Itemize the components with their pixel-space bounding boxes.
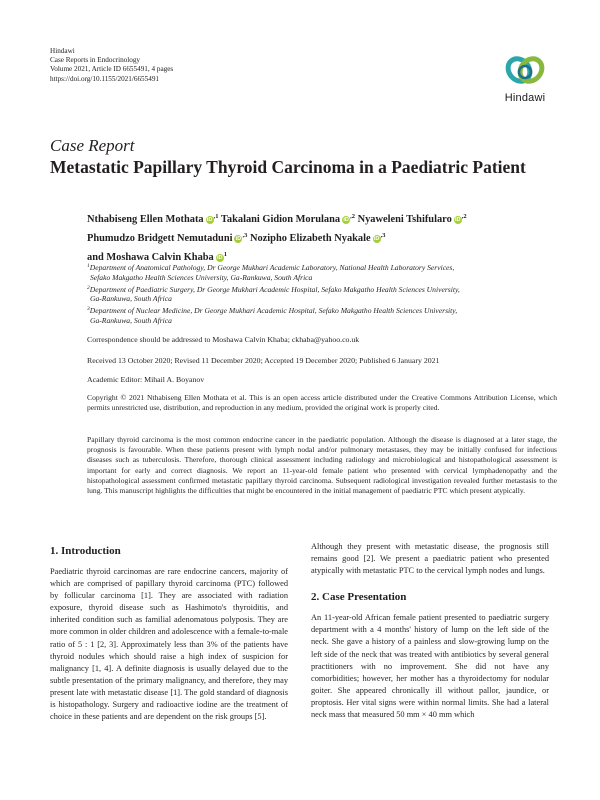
orcid-icon[interactable]: iD [455, 217, 461, 223]
orcid-icon[interactable]: iD [343, 217, 349, 223]
logo-wordmark: Hindawi [504, 92, 546, 104]
affiliation: $^1$Department of Anatomical Pathology, Dr George Mukhari Academic Laboratory, National Health Laboratory Services, Sefako Makgatho Health Sciences University, Ga-Rankuwa, South Africa [87, 263, 455, 282]
left-column [50, 545, 288, 723]
affiliation: $^2$Department of Paediatric Surgery, Dr George Mukhari Academic Hospital, Sefako Makgatho Health Sciences University, Ga-Rankuwa, South Africa [87, 284, 460, 304]
intro-continuation: Although they present with metastatic disease, the prognosis still remains good [2]. We present a paediatric patient who presented atypically with metastatic PTC to the cervical lymph nodes and lungs. [311, 542, 549, 576]
orcid-icon[interactable]: iD [217, 255, 223, 261]
intro-paragraph: Paediatric thyroid carcinomas are rare endocrine cancers, majority of which are comprised of papillary thyroid carcinoma (PTC) followed by follicular carcinoma [1]. They are associated with radiation exposure, thyroid disease such as Hashimoto's thyroiditis, and inherited condition such as familial adenomatous polyposis. They are more common in older children and adolescence with a female-to-male ratio of 5 : 1 [2, 3]. Approximately less than 3% of the patients have thyroid nodules which should raise a high index of suspicion for malignancy [1, 4]. A definite diagnosis is usually delayed due to the subtle presentation of the primary malignancy, and therefore, they may present late with metastatic disease [1]. The gold standard of diagnosis is histopathology. Surgery and radioactive iodine are the treatment of choice in these patients and are dependent on the risk groups [5]. [50, 567, 288, 722]
volume-info: Volume 2021, Article ID 6655491, 4 pages [50, 65, 174, 74]
author: Nthabiseng Ellen Mothata $iD^{,1}$ [87, 213, 219, 225]
journal-name: Case Reports in Endocrinology [50, 56, 141, 65]
correspondence: Correspondence should be addressed to Moshawa Calvin Khaba; ckhaba@yahoo.co.uk [87, 335, 360, 344]
case-paragraph: An 11-year-old African female patient presented to paediatric surgery department with a 4 months' history of lump on the left side of the neck. She gave a history of a painless and slow-growing lump on the left side of the neck that was treated with antibiotics by several general practitioners with no improvement. She did not have any comorbidities; however, her mother has a thyroidectomy for nodular goiter. She appeared chronically ill without pallor, jaundice, or proptosis. Her vital signs were within normal limits. She had a lateral neck mass that measured 50 mm × 40 mm which [311, 613, 549, 720]
article-type: Case Report [50, 136, 135, 155]
author: Phumudzo Bridgett Nemutaduni $iD^{,3}$ [87, 232, 248, 244]
journal-header [50, 47, 173, 84]
orcid-icon[interactable]: iD [235, 236, 242, 242]
affiliation: $^3$Department of Nuclear Medicine, Dr George Mukhari Academic Hospital, Sefako Makgatho Health Sciences University, Ga-Rankuwa, South Africa [87, 306, 458, 325]
dates: Received 13 October 2020; Revised 11 December 2020; Accepted 19 December 2020; Published 6 January 2021 [87, 356, 440, 365]
publisher-name: Hindawi [50, 47, 75, 55]
doi-link[interactable]: https://doi.org/10.1155/2021/6655491 [50, 74, 160, 83]
section-heading: 1. Introduction [50, 545, 121, 557]
orcid-icon[interactable]: iD [206, 217, 213, 223]
author-list [87, 209, 567, 266]
author: Nozipho Elizabeth Nyakale $iD^{,3}$ [249, 232, 386, 244]
author: Takalani Gidion Morulana $iD^{,2}$ [220, 213, 355, 225]
author: and Moshawa Calvin Khaba $iD^1$ [87, 251, 227, 263]
affiliations [87, 262, 562, 327]
abstract: Papillary thyroid carcinoma is the most common endocrine cancer in the paediatric population. Although the disease is diagnosed at a later stage, the prognosis is favourable. When these patients present with lymph nodal and/or pulmonary metastases, they may be initially confused for infectious diseases such as tuberculosis. Therefore, thorough clinical assessment including radiology and microbiological and histopathological assessment is important for early and correct diagnosis. We report an 11-year-old female patient who presented with cervical lymphadenopathy and the histopathological assessment confirmed metastatic papillary thyroid carcinoma. Subsequent radiological investigation revealed further metastasis to the lung. This manuscript highlights the difficulties that might be encountered in the initial management of paediatric PTC which present atypically. [87, 435, 557, 496]
article-title: Metastatic Papillary Thyroid Carcinoma in a Paediatric Patient [50, 157, 526, 177]
academic-editor: Academic Editor: Mihail A. Boyanov [87, 375, 205, 384]
orcid-icon[interactable]: iD [373, 236, 380, 242]
section-heading: 2. Case Presentation [311, 591, 407, 604]
author: Nyaweleni Tshifularo $iD^{,2}$ [357, 213, 467, 225]
right-column [311, 541, 549, 721]
copyright: Copyright © 2021 Nthabiseng Ellen Mothata et al. This is an open access article distributed under the Creative Commons Attribution License, which permits unrestricted use, distribution, and reproduction in any medium, provided the original work is properly cited. [87, 393, 557, 413]
